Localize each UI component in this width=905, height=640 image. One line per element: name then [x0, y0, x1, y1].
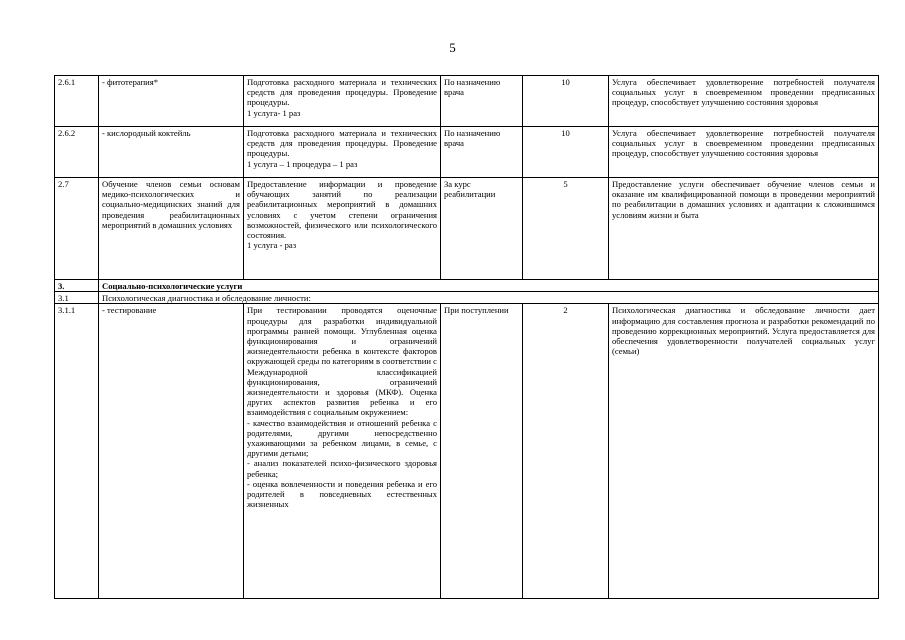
row-number: 2.6.1 — [55, 76, 99, 127]
subsection-header-row — [55, 292, 879, 304]
row-number: 2.7 — [55, 178, 99, 280]
service-content: Подготовка расходного материала и технических средств для проведения процедуры. Проведение процедуры. 1 услуга- 1 раз — [244, 76, 441, 127]
service-count: 10 — [523, 127, 609, 178]
service-name: Обучение членов семьи основам медико-психологических и социально-медицинских знаний для проведения реабилитационных мероприятий в домашних условиях — [99, 178, 244, 280]
table-row — [55, 178, 879, 280]
service-count: 2 — [523, 304, 609, 599]
subsection-number: 3.1 — [55, 292, 99, 304]
service-result: Предоставление услуги обеспечивает обучение членов семьи и оказание им квалифицированной помощи в проведении мероприятий по реабилитации в домашних условиях и адаптации к сложившимся условиям жизни и быта — [609, 178, 879, 280]
service-period: По назначению врача — [441, 127, 523, 178]
row-number: 2.6.2 — [55, 127, 99, 178]
section-number: 3. — [55, 280, 99, 292]
table-row — [55, 304, 879, 599]
service-content: При тестировании проводятся оценочные процедуры для разработки индивидуальной программы ранней помощи. Углубленная оценка функционирования и ограничений жизнедеятельности ребенка в контексте факторов окружающей среды по категориям в соответствии с Международной классификацией функционирования, ограничений жизнедеятельности и здоровья (МКФ). Оценка других аспектов развития ребенка и его взаимодействия с социальным окружением: - качество взаимодействия и отношений ребенка с родителями, другими непосредственно ухаживающими за ребенком лицами, в семье, с другими детьми; - анализ показателей психо-физического здоровья ребенка; - оценка вовлеченности и поведения ребенка и его родителей в повседневных естественных жизненных — [244, 304, 441, 599]
service-period: За курс реабилитации — [441, 178, 523, 280]
service-period: По назначению врача — [441, 76, 523, 127]
service-result: Услуга обеспечивает удовлетворение потребностей получателя социальных услуг в своевременном проведении предписанных процедур, способствует улучшению состояния здоровья — [609, 76, 879, 127]
service-content: Подготовка расходного материала и технических средств для проведения процедуры. Проведение процедуры. 1 услуга – 1 процедура – 1 раз — [244, 127, 441, 178]
service-name: - кислородный коктейль — [99, 127, 244, 178]
service-content: Предоставление информации и проведение обучающих занятий по реализации реабилитационных мероприятий в домашних условиях с учетом степени ограничения возможностей, физического или психологического состояния. 1 услуга - раз — [244, 178, 441, 280]
service-name: - тестирование — [99, 304, 244, 599]
service-period: При поступлении — [441, 304, 523, 599]
page-number: 5 — [449, 40, 456, 55]
service-result: Услуга обеспечивает удовлетворение потребностей получателя социальных услуг в своевременном проведении предписанных процедур, способствует улучшению состояния здоровья — [609, 127, 879, 178]
service-count: 5 — [523, 178, 609, 280]
service-count: 10 — [523, 76, 609, 127]
subsection-title: Психологическая диагностика и обследование личности: — [99, 292, 879, 304]
table-row — [55, 76, 879, 127]
section-header-row — [55, 280, 879, 292]
row-number: 3.1.1 — [55, 304, 99, 599]
service-name: - фитотерапия* — [99, 76, 244, 127]
table-row — [55, 127, 879, 178]
services-table — [54, 75, 879, 599]
service-result: Психологическая диагностика и обследование личности дает информацию для составления прогноза и разработки рекомендаций по проведению коррекционных мероприятий. Услуга предоставляется для обеспечения удовлетворенности получателей социальных услуг (семьи) — [609, 304, 879, 599]
section-title: Социально-психологические услуги — [99, 280, 879, 292]
